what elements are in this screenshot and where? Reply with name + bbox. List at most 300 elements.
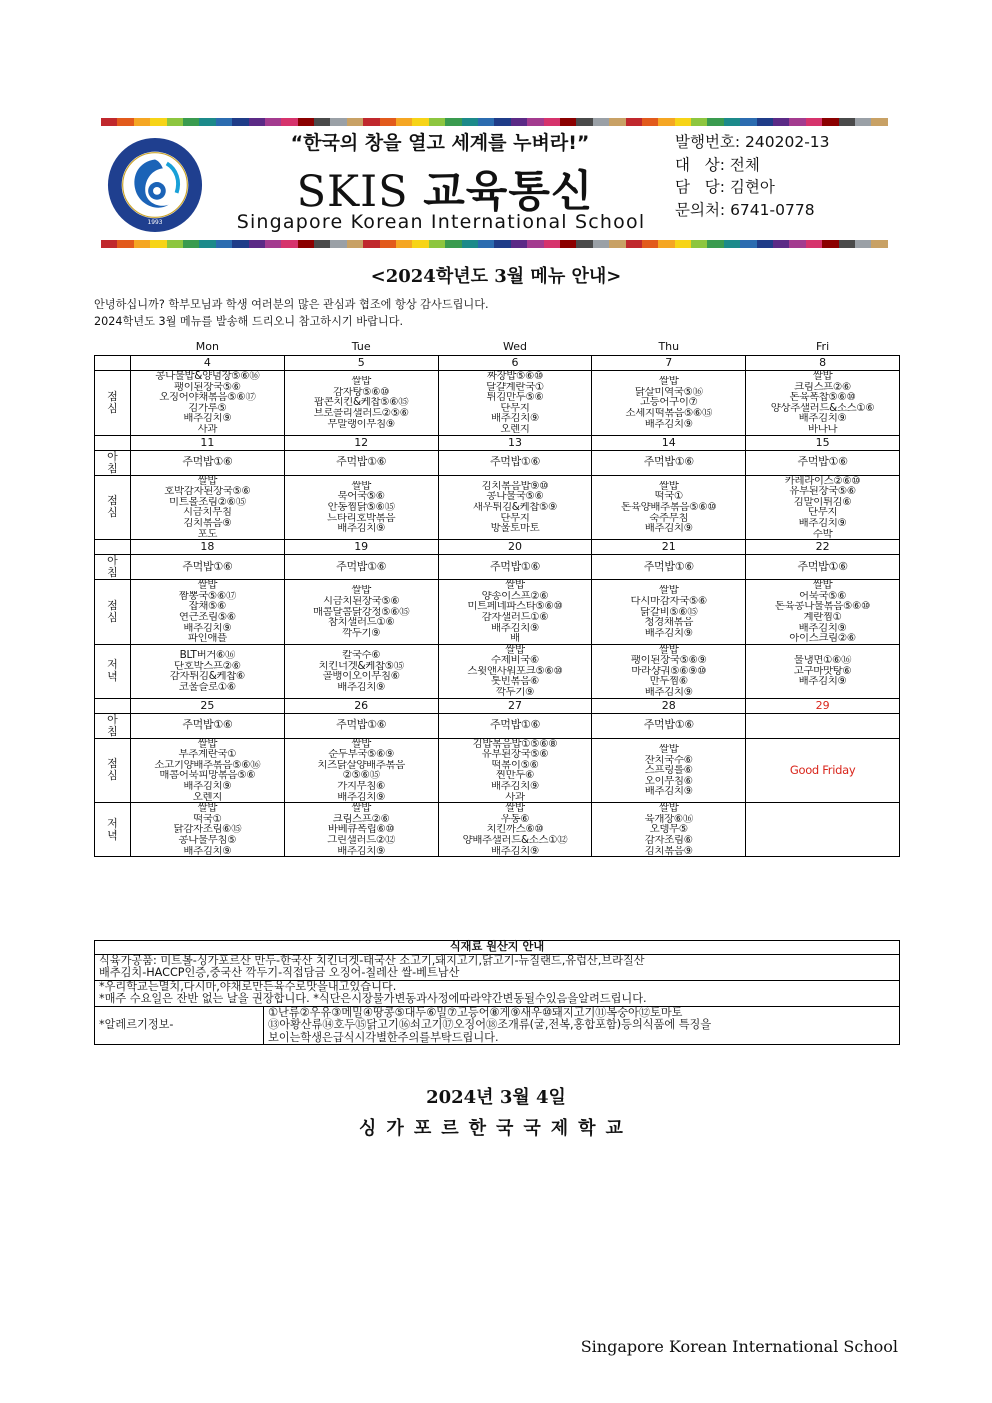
stripe-segment <box>249 240 265 248</box>
menu-item: 짬뽕국⑤⑥⑰ <box>178 590 237 602</box>
breakfast-menu-cell: 주먹밥①⑥ <box>592 713 746 738</box>
menu-item: 오렌지 <box>192 791 222 803</box>
menu-item: 감자탕⑤⑥⑩ <box>333 386 390 398</box>
menu-item: 포도 <box>197 528 218 540</box>
footer-school-name: Singapore Korean International School <box>580 1337 898 1356</box>
stripe-segment <box>117 118 133 126</box>
stripe-segment <box>707 118 723 126</box>
brand-en: SKIS <box>296 167 409 217</box>
menu-item: 파인애플 <box>187 633 227 644</box>
stripe-segment <box>462 240 478 248</box>
menu-item: 쌀밥 <box>659 480 679 492</box>
menu-item: 배 <box>510 633 520 644</box>
origin-line: 배추김치-HACCP인증,중국산 깍두기-직접담금 오징어-칠레산 쌀-베트남산 <box>99 966 460 979</box>
breakfast-menu-cell: 주먹밥①⑥ <box>131 555 285 580</box>
lunch-menu-cell <box>592 738 746 803</box>
menu-item: ②⑤⑥⑮ <box>342 770 380 782</box>
menu-item: 쌀밥 <box>659 376 679 387</box>
menu-item: 쌀밥 <box>197 580 218 591</box>
menu-item: 치즈닭살양배추볶음 <box>317 759 406 771</box>
menu-item: 오징어야채볶음⑤⑥⑰ <box>159 392 256 403</box>
stripe-segment <box>658 240 674 248</box>
menu-item: 튀김만두⑤⑥ <box>486 392 544 403</box>
issue-date: 2024년 3월 4일 <box>426 1087 566 1108</box>
date-cell: 8 <box>746 356 900 371</box>
stripe-segment <box>658 118 674 126</box>
stripe-segment <box>281 240 297 248</box>
breakfast-label-text: 아침 <box>107 554 118 580</box>
stripe-segment <box>298 118 314 126</box>
date-cell: 19 <box>284 540 438 555</box>
menu-item: 짜장밥⑤⑥⑩ <box>486 371 544 382</box>
breakfast-label <box>95 713 131 738</box>
date-cell: 29 <box>746 698 900 713</box>
menu-item: 김치볶음⑨ <box>183 517 232 529</box>
breakfast-menu-cell: 주먹밥①⑥ <box>438 555 592 580</box>
menu-item: 배추김치⑨ <box>491 622 539 634</box>
lunch-menu-cell <box>284 738 438 803</box>
origin-info-table <box>94 940 900 1045</box>
stripe-segment <box>576 240 592 248</box>
lunch-label <box>95 738 131 803</box>
dinner-menu-cell <box>131 803 285 857</box>
meta-contact: 문의처: 6741-0778 <box>675 200 815 219</box>
stripe-segment <box>560 118 576 126</box>
stripe-segment <box>544 240 560 248</box>
menu-item: 배추김치⑨ <box>183 845 232 857</box>
stripe-segment <box>199 240 215 248</box>
stripe-segment <box>511 118 527 126</box>
intro-text <box>94 296 489 330</box>
stripe-segment <box>380 118 396 126</box>
origin-heading: 식재료 원산지 안내 <box>95 941 900 955</box>
date-row <box>95 540 900 555</box>
school-logo <box>106 136 204 234</box>
stripe-segment <box>560 240 576 248</box>
menu-item: 미트볼조림②⑥⑮ <box>168 496 246 508</box>
lunch-label <box>95 475 131 540</box>
allergy-label: *알레르기정보- <box>95 1006 264 1045</box>
lunch-row <box>95 475 900 540</box>
menu-item: 단호박스프②⑥ <box>174 660 241 672</box>
breakfast-menu-cell: 주먹밥①⑥ <box>746 555 900 580</box>
lunch-menu-cell <box>746 738 900 803</box>
menu-item: 우동⑥ <box>500 813 530 825</box>
menu-item: 사과 <box>505 791 525 803</box>
stripe-segment <box>101 118 117 126</box>
stripe-segment <box>199 118 215 126</box>
date-row-label <box>95 540 131 555</box>
menu-item: 호박감자된장국⑤⑥ <box>164 486 251 497</box>
lunch-menu-cell <box>592 371 746 436</box>
svg-text:1993: 1993 <box>147 220 163 227</box>
menu-item: 배추김치⑨ <box>183 413 232 424</box>
menu-item: 콩나물무침⑤ <box>178 835 237 846</box>
lunch-label <box>95 371 131 436</box>
breakfast-menu-cell: 주먹밥①⑥ <box>438 450 592 475</box>
school-signature: 싱가포르한국국제학교 <box>359 1118 633 1139</box>
dinner-menu-cell <box>746 644 900 698</box>
menu-item: 아이스크림②⑥ <box>789 633 856 644</box>
date-row-label <box>95 698 131 713</box>
menu-item: 김치볶음⑨ <box>644 845 693 857</box>
note-line: *우리학교는멸치,다시마,야채로만든육수로맛을내고있습니다. <box>99 979 397 993</box>
lunch-menu-cell <box>284 371 438 436</box>
menu-item: 배추김치⑨ <box>644 687 693 698</box>
menu-item: 순두부국⑤⑥⑨ <box>328 749 395 760</box>
menu-item: 숙주무침 <box>649 512 689 524</box>
breakfast-menu-cell: 주먹밥①⑥ <box>592 450 746 475</box>
dinner-label <box>95 803 131 857</box>
date-cell: 7 <box>592 356 746 371</box>
menu-item: 돈육폭찹⑤⑥⑩ <box>789 392 856 403</box>
lunch-menu-cell <box>131 475 285 540</box>
menu-item: 쌀밥 <box>505 644 525 656</box>
menu-item: 쌀밥 <box>505 580 525 591</box>
dinner-label-text: 저녁 <box>107 658 118 684</box>
breakfast-menu-cell: 주먹밥①⑥ <box>131 713 285 738</box>
breakfast-menu-cell: 주먹밥①⑥ <box>746 450 900 475</box>
lunch-label-text: 점심 <box>107 757 118 783</box>
stripe-segment <box>101 240 117 248</box>
stripe-segment <box>855 240 871 248</box>
menu-item: 바베큐폭립⑥⑩ <box>327 824 395 835</box>
menu-item: 쌀밥 <box>351 480 371 492</box>
date-cell: 6 <box>438 356 592 371</box>
date-cell: 27 <box>438 698 592 713</box>
menu-item: 쌀밥 <box>197 475 218 487</box>
breakfast-menu-cell: 주먹밥①⑥ <box>592 555 746 580</box>
dinner-label <box>95 644 131 698</box>
menu-item: 시금치무침 <box>183 507 232 518</box>
dinner-menu-cell <box>284 644 438 698</box>
breakfast-menu-cell: 주먹밥①⑥ <box>284 555 438 580</box>
breakfast-label <box>95 555 131 580</box>
stripe-segment <box>134 240 150 248</box>
menu-item: 배추김치⑨ <box>798 676 847 688</box>
breakfast-menu-cell <box>746 713 900 738</box>
date-cell: 15 <box>746 435 900 450</box>
stripe-segment <box>445 118 461 126</box>
school-name-en: Singapore Korean International School <box>236 211 646 233</box>
date-cell: 21 <box>592 540 746 555</box>
stripe-segment <box>429 240 445 248</box>
lunch-row <box>95 738 900 803</box>
menu-item: 계란찜① <box>803 611 842 623</box>
stripe-segment <box>527 118 543 126</box>
stripe-segment <box>609 118 625 126</box>
stripe-segment <box>478 240 494 248</box>
menu-item: 사과 <box>197 423 218 435</box>
lunch-menu-cell <box>284 475 438 540</box>
breakfast-menu-cell: 주먹밥①⑥ <box>438 713 592 738</box>
menu-item: 감자튀김&케찹⑥ <box>169 671 246 682</box>
menu-item: 배추김치⑨ <box>644 627 693 639</box>
holiday-label: Good Friday <box>789 762 856 777</box>
stripe-segment <box>691 118 707 126</box>
stripe-segment <box>642 118 658 126</box>
lunch-menu-cell <box>746 475 900 540</box>
menu-item: 안동찜닭⑤⑥⑮ <box>327 502 395 513</box>
stripe-segment <box>839 240 855 248</box>
lunch-label-text: 점심 <box>107 598 118 624</box>
date-row-label <box>95 435 131 450</box>
stripe-segment <box>216 240 232 248</box>
menu-item: 배추김치⑨ <box>644 786 693 797</box>
dinner-menu-cell <box>284 803 438 857</box>
menu-item: 양송이스프②⑥ <box>481 590 549 602</box>
weekday-thu: Thu <box>658 340 680 353</box>
menu-item: 어묵국⑤⑥ <box>798 590 847 602</box>
menu-item: 배추김치⑨ <box>183 622 232 634</box>
stripe-segment <box>314 118 330 126</box>
menu-item: 단무지 <box>500 402 530 414</box>
date-cell: 18 <box>131 540 285 555</box>
menu-item: 칼국수⑥ <box>342 649 381 661</box>
menu-item: 닭갈비⑤⑥⑮ <box>640 606 698 618</box>
stripe-segment <box>822 240 838 248</box>
menu-item: 카레라이스②⑥⑩ <box>784 475 861 487</box>
origin-notes <box>95 980 900 1006</box>
menu-item: 팽이된장국⑤⑥⑨ <box>630 655 707 666</box>
menu-item: 참치샐러드①⑥ <box>327 617 395 628</box>
stripe-segment <box>429 118 445 126</box>
header-color-stripe-bottom <box>101 240 888 248</box>
dinner-label-text: 저녁 <box>107 816 118 842</box>
menu-item: 가지무침⑥ <box>337 781 386 792</box>
menu-item: 떡국① <box>193 813 222 825</box>
menu-item: 만두찜⑥ <box>649 676 688 688</box>
menu-item: 크림스프②⑥ <box>794 381 852 393</box>
weekday-fri: Fri <box>816 340 830 353</box>
menu-item: 쌀밥 <box>659 803 679 814</box>
dinner-menu-cell <box>746 803 900 857</box>
stripe-segment <box>412 240 428 248</box>
menu-item: 브로콜리샐러드②⑤⑥ <box>313 408 409 419</box>
breakfast-label-text: 아침 <box>107 712 118 738</box>
weekday-tue: Tue <box>351 340 371 353</box>
stripe-segment <box>593 240 609 248</box>
stripe-segment <box>773 118 789 126</box>
dinner-menu-cell <box>131 644 285 698</box>
stripe-segment <box>232 240 248 248</box>
dinner-menu-cell <box>438 644 592 698</box>
weekday-wed: Wed <box>503 340 527 353</box>
breakfast-menu-cell: 주먹밥①⑥ <box>284 450 438 475</box>
stripe-segment <box>544 118 560 126</box>
stripe-segment <box>363 240 379 248</box>
menu-item: 배추김치⑨ <box>491 781 539 792</box>
menu-item: 미트페네파스타⑤⑥⑩ <box>467 601 563 612</box>
date-cell: 11 <box>131 435 285 450</box>
menu-item: 떡볶이⑤⑥ <box>491 759 539 771</box>
menu-item: 배추김치⑨ <box>798 517 847 529</box>
dinner-menu-cell <box>438 803 592 857</box>
lunch-menu-cell <box>131 738 285 803</box>
breakfast-menu-cell: 주먹밥①⑥ <box>284 713 438 738</box>
date-row <box>95 435 900 450</box>
menu-item: 감자샐러드①⑥ <box>481 611 549 623</box>
menu-item: 단무지 <box>807 507 838 518</box>
menu-item: 팽이된장국⑤⑥ <box>174 381 241 393</box>
stripe-segment <box>396 118 412 126</box>
stripe-segment <box>855 118 871 126</box>
stripe-segment <box>347 240 363 248</box>
issue-meta <box>675 131 830 221</box>
stripe-segment <box>298 240 314 248</box>
intro-line: 안녕하십니까? 학부모님과 학생 여러분의 많은 관심과 협조에 항상 감사드립니다. <box>94 298 489 311</box>
stripe-segment <box>462 118 478 126</box>
menu-item: 부추계란국① <box>178 749 237 760</box>
dinner-menu-cell <box>592 803 746 857</box>
menu-item: 단무지 <box>500 512 530 524</box>
lunch-menu-cell <box>592 580 746 645</box>
menu-item: 톳빈볶음⑥ <box>491 676 539 688</box>
menu-item: 쌀밥 <box>351 376 371 387</box>
stripe-segment <box>183 240 199 248</box>
menu-item: 찐만두⑥ <box>495 770 535 782</box>
stripe-segment <box>347 118 363 126</box>
intro-line: 2024학년도 3월 메뉴를 발송해 드리오니 참고하시기 바랍니다. <box>94 315 404 328</box>
menu-item: 소고기양배추볶음⑤⑥⑯ <box>154 759 261 771</box>
menu-item: 수제비국⑥ <box>491 655 539 666</box>
dinner-row <box>95 644 900 698</box>
stripe-segment <box>871 240 887 248</box>
menu-item: 북어국⑤⑥ <box>337 491 385 503</box>
breakfast-row <box>95 555 900 580</box>
menu-item: 배추김치⑨ <box>337 791 386 803</box>
menu-item: 무말랭이무침⑨ <box>327 418 395 430</box>
meta-audience: 대 상: 전체 <box>675 155 760 174</box>
corner-cell <box>95 338 131 356</box>
menu-item: 콩나물국⑤⑥ <box>486 491 544 503</box>
stripe-segment <box>265 240 281 248</box>
lunch-menu-cell <box>746 371 900 436</box>
menu-item: 배추김치⑨ <box>337 523 386 534</box>
menu-item: 배추김치⑨ <box>183 781 232 792</box>
menu-item: 떡국① <box>654 491 684 503</box>
origin-line: 식육가공품: 미트볼-싱가포르산 만두-한국산 치킨너겟-태국산 소고기,돼지고기,닭고기-뉴질랜드,유럽산,브라질산 <box>99 953 645 967</box>
menu-item: 그린샐러드②⑫ <box>327 835 396 846</box>
menu-item: 쌀밥 <box>197 803 218 814</box>
stripe-segment <box>380 240 396 248</box>
breakfast-menu-cell: 주먹밥①⑥ <box>131 450 285 475</box>
menu-item: 시금치된장국⑤⑥ <box>322 596 400 607</box>
breakfast-label-text: 아침 <box>107 449 118 475</box>
menu-item: 마라샹궈⑤⑥⑨⑩ <box>631 665 707 677</box>
menu-item: 매콤어묵피망볶음⑤⑥ <box>159 770 256 782</box>
menu-item: 유부된장국⑤⑥ <box>481 749 549 760</box>
stripe-segment <box>806 240 822 248</box>
menu-item: 배추김치⑨ <box>337 681 386 693</box>
allergy-info <box>264 1006 900 1045</box>
menu-item: 골뱅이오이무침⑥ <box>322 671 400 682</box>
date-cell: 13 <box>438 435 592 450</box>
menu-item: 유부된장국⑤⑥ <box>789 486 856 497</box>
lunch-label-text: 점심 <box>107 494 118 520</box>
menu-item: 치킨까스⑥⑩ <box>486 824 544 835</box>
date-cell: 26 <box>284 698 438 713</box>
menu-item: 양배추샐러드&소스①⑫ <box>462 835 568 846</box>
menu-item: 수박 <box>812 528 833 540</box>
menu-item: 바나나 <box>807 423 838 435</box>
menu-item: 깍두기⑨ <box>495 687 535 698</box>
date-row <box>95 698 900 713</box>
menu-item: 쌀밥 <box>351 803 371 814</box>
lunch-menu-cell <box>438 580 592 645</box>
meta-issue-no: 발행번호: 240202-13 <box>675 133 830 151</box>
stripe-segment <box>183 118 199 126</box>
stripe-segment <box>527 240 543 248</box>
menu-item: 돈육양배추볶음⑤⑥⑩ <box>621 502 717 513</box>
menu-item: 김밥볶음밥①⑤⑥⑧ <box>472 738 558 750</box>
lunch-menu-cell <box>131 580 285 645</box>
menu-item: 김말이튀김⑥ <box>793 496 852 508</box>
menu-item: 쌀밥 <box>659 743 679 755</box>
stripe-segment <box>691 240 707 248</box>
menu-item: 배추김치⑨ <box>337 845 386 857</box>
stripe-segment <box>216 118 232 126</box>
menu-item: 쌀밥 <box>351 738 371 750</box>
date-cell: 20 <box>438 540 592 555</box>
stripe-segment <box>330 118 346 126</box>
menu-item: 스윗앤사워포크⑤⑥⑩ <box>467 665 563 677</box>
menu-item: 육개장⑥⑯ <box>644 813 693 825</box>
date-cell: 4 <box>131 356 285 371</box>
menu-item: 배추김치⑨ <box>491 845 539 857</box>
menu-item: 배추김치⑨ <box>491 413 539 424</box>
stripe-segment <box>757 240 773 248</box>
date-cell: 28 <box>592 698 746 713</box>
menu-item: 쌀밥 <box>812 371 833 382</box>
lunch-row <box>95 371 900 436</box>
stripe-segment <box>626 240 642 248</box>
stripe-segment <box>740 240 756 248</box>
stripe-segment <box>789 240 805 248</box>
menu-item: 연근조림⑤⑥ <box>178 611 236 623</box>
breakfast-row <box>95 713 900 738</box>
date-cell: 5 <box>284 356 438 371</box>
allergy-line: 보이는학생은급식시각별한주의를부탁드립니다. <box>268 1030 499 1044</box>
menu-item: 다시마감자국⑤⑥ <box>630 596 708 607</box>
menu-item: 느타리호박볶음 <box>327 512 396 524</box>
menu-item: 깍두기⑨ <box>342 627 381 639</box>
menu-item: 코울슬로①⑥ <box>178 681 236 693</box>
menu-item: 오뎅무⑤ <box>649 824 688 835</box>
menu-item: 배추김치⑨ <box>798 413 847 424</box>
menu-item: 고구마맛탕⑥ <box>793 665 852 677</box>
brand-ko: 교육통신 <box>423 167 594 217</box>
stripe-segment <box>412 118 428 126</box>
dinner-menu-cell <box>592 644 746 698</box>
stripe-segment <box>167 118 183 126</box>
allergy-line: ①난류②우유③메밀④땅콩⑤대두⑥밀⑦고등어⑧게⑨새우⑩돼지고기⑪복숭아⑫토마토 <box>268 1005 683 1019</box>
menu-item: 잔치국수⑥ <box>644 754 693 766</box>
date-cell: 12 <box>284 435 438 450</box>
lunch-label <box>95 580 131 645</box>
menu-item: 쌀밥 <box>659 644 679 656</box>
menu-item: 닭살미역국⑤⑯ <box>634 386 703 398</box>
stripe-segment <box>707 240 723 248</box>
weekday-mon: Mon <box>195 340 219 353</box>
lunch-row <box>95 580 900 645</box>
stripe-segment <box>249 118 265 126</box>
menu-item: 쌀밥 <box>659 585 679 597</box>
stripe-segment <box>576 118 592 126</box>
menu-item: 배추김치⑨ <box>644 418 693 430</box>
stripe-segment <box>724 240 740 248</box>
lunch-menu-cell <box>131 371 285 436</box>
